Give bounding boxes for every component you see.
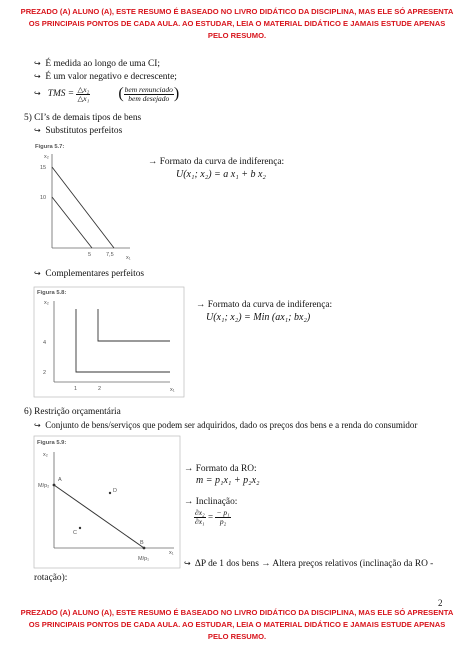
fig58-y-tick-2: 2 bbox=[43, 370, 47, 376]
point-b-label: B bbox=[140, 540, 144, 546]
fig59-y-axis-label: x₂ bbox=[43, 452, 48, 458]
fig58-y-tick-4: 4 bbox=[43, 340, 47, 346]
fig57-x-axis-label: x₁ bbox=[126, 255, 131, 261]
indifference-curve-low bbox=[52, 197, 92, 248]
hook-arrow-icon: ↪ bbox=[184, 559, 191, 568]
point-c-label: C bbox=[73, 530, 77, 536]
fig58-y-axis-label: x₂ bbox=[44, 300, 49, 306]
point-d-label: D bbox=[113, 488, 117, 494]
fig59-y-tick: M/p₂ bbox=[38, 483, 50, 489]
hook-arrow-icon: ↪ bbox=[34, 421, 41, 430]
point-a-marker bbox=[53, 484, 56, 487]
intro-bullet-1: ↪ É medida ao longo de uma CI; bbox=[34, 59, 160, 69]
point-d-marker bbox=[109, 492, 111, 494]
figure-5-8 bbox=[34, 287, 184, 397]
section-5-sub-1: ↪ Substitutos perfeitos bbox=[34, 126, 123, 136]
banner-line-2: OS PRINCIPAIS PONTOS DE CADA AULA. AO ESTUDAR, LEIA O MATERIAL DIDÁTICO E JAMAIS ESTUDE APENAS bbox=[28, 19, 446, 28]
point-c-marker bbox=[79, 527, 81, 529]
inclination-lhs: $\frac{\text{∂x₂}}{\text{∂x₁}}$ bbox=[195, 508, 205, 527]
formula-2: U(x₁; x₂) = Min (ax₁; bx₂) bbox=[206, 312, 311, 323]
header-banner bbox=[0, 6, 474, 42]
footer-banner-line-2: OS PRINCIPAIS PONTOS DE CADA AULA. AO ESTUDAR, LEIA O MATERIAL DIDÁTICO E JAMAIS ESTUDE APENAS bbox=[28, 620, 446, 629]
intro-bullet-2: ↪ É um valor negativo e decrescente; bbox=[34, 72, 177, 82]
fig57-y-tick-15: 15 bbox=[40, 165, 47, 171]
tms-paren-fraction: $\frac{\text{bem renunciado}}{\text{bem desejado}}$ bbox=[124, 84, 173, 103]
ro-formula: m = p₁x₁ + p₂x₂ bbox=[196, 475, 260, 486]
formula-1: U(x₁; x₂) = a x₁ + b x₂ bbox=[176, 169, 266, 180]
section-5-heading: 5) CI’s de demais tipos de bens bbox=[24, 113, 142, 123]
fig57-y-tick-10: 10 bbox=[40, 195, 47, 201]
section-6-heading: 6) Restrição orçamentária bbox=[24, 407, 121, 417]
fig57-x-tick-5: 5 bbox=[88, 252, 92, 258]
formula-2-title: → Formato da curva de indiferença: bbox=[196, 300, 333, 310]
fig58-x-tick-1: 1 bbox=[74, 386, 78, 392]
formula-1-title: → Formato da curva de indiferença: bbox=[148, 157, 285, 167]
fig58-x-tick-2: 2 bbox=[98, 386, 102, 392]
l-shaped-curve-low bbox=[76, 309, 170, 372]
footer-banner-line-1: PREZADO (A) ALUNO (A), ESTE RESUMO É BASEADO NO LIVRO DIDÁTICO DA DISCIPLINA, MAS ELE SÓ APRESENTA bbox=[20, 608, 454, 617]
tms-fraction: $\frac{\text{△x₂}}{\text{△x₁}}$ bbox=[77, 84, 90, 103]
figure-5-9 bbox=[34, 436, 180, 568]
point-a-label: A bbox=[58, 477, 62, 483]
delta-price-line: ↪ ΔP de 1 dos bens → Altera preços relativos (inclinação da RO - bbox=[184, 559, 434, 569]
budget-line bbox=[54, 485, 144, 548]
inclination-rhs: $\frac{\text{− p₁}}{\text{p₂}}$ bbox=[216, 508, 230, 527]
delta-price-continuation: rotação): bbox=[34, 573, 68, 583]
fig57-x-tick-7-5: 7,5 bbox=[106, 252, 114, 258]
section-5-sub-2: ↪ Complementares perfeitos bbox=[34, 269, 145, 279]
hook-arrow-icon: ↪ bbox=[34, 89, 41, 99]
hook-arrow-icon: ↪ bbox=[34, 126, 41, 135]
ro-title: → Formato da RO: bbox=[184, 464, 257, 474]
hook-arrow-icon: ↪ bbox=[34, 72, 41, 81]
point-b-marker bbox=[143, 547, 146, 550]
page-number: 2 bbox=[438, 598, 443, 608]
fig58-title: Figura 5.8: bbox=[37, 290, 67, 296]
inclination-title: → Inclinação: bbox=[184, 497, 238, 507]
footer-banner bbox=[0, 607, 474, 643]
hook-arrow-icon: ↪ bbox=[34, 59, 41, 68]
fig57-title: Figura 5.7: bbox=[35, 144, 65, 150]
fig59-x-axis-label: x₁ bbox=[169, 550, 174, 556]
tms-formula: ↪ TMS = $\frac{\text{△x₂}}{\text{△x₁}}$ ( $\frac{\text{bem renunciado}}{\text{bem desejado}}$ ) bbox=[34, 84, 180, 103]
fig57-y-axis-label: x₂ bbox=[44, 154, 49, 160]
hook-arrow-icon: ↪ bbox=[34, 269, 41, 278]
banner-line-1: PREZADO (A) ALUNO (A), ESTE RESUMO É BASEADO NO LIVRO DIDÁTICO DA DISCIPLINA, MAS ELE SÓ APRESENTA bbox=[20, 7, 454, 16]
fig59-title: Figura 5.9: bbox=[37, 440, 67, 446]
figure-5-7 bbox=[34, 142, 134, 260]
inclination-formula: $\frac{\text{∂x₂}}{\text{∂x₁}}$ = $\frac{\text{− p₁}}{\text{p₂}}$ bbox=[195, 508, 230, 527]
fig59-x-tick: M/p₁ bbox=[138, 556, 150, 562]
banner-line-3: PELO RESUMO. bbox=[207, 31, 267, 40]
l-shaped-curve-high bbox=[98, 309, 170, 341]
section-6-bullet: ↪ Conjunto de bens/serviços que podem ser adquiridos, dado os preços dos bens e a renda do consumidor bbox=[34, 420, 418, 430]
fig58-x-axis-label: x₁ bbox=[170, 387, 175, 393]
footer-banner-line-3: PELO RESUMO. bbox=[207, 632, 267, 641]
